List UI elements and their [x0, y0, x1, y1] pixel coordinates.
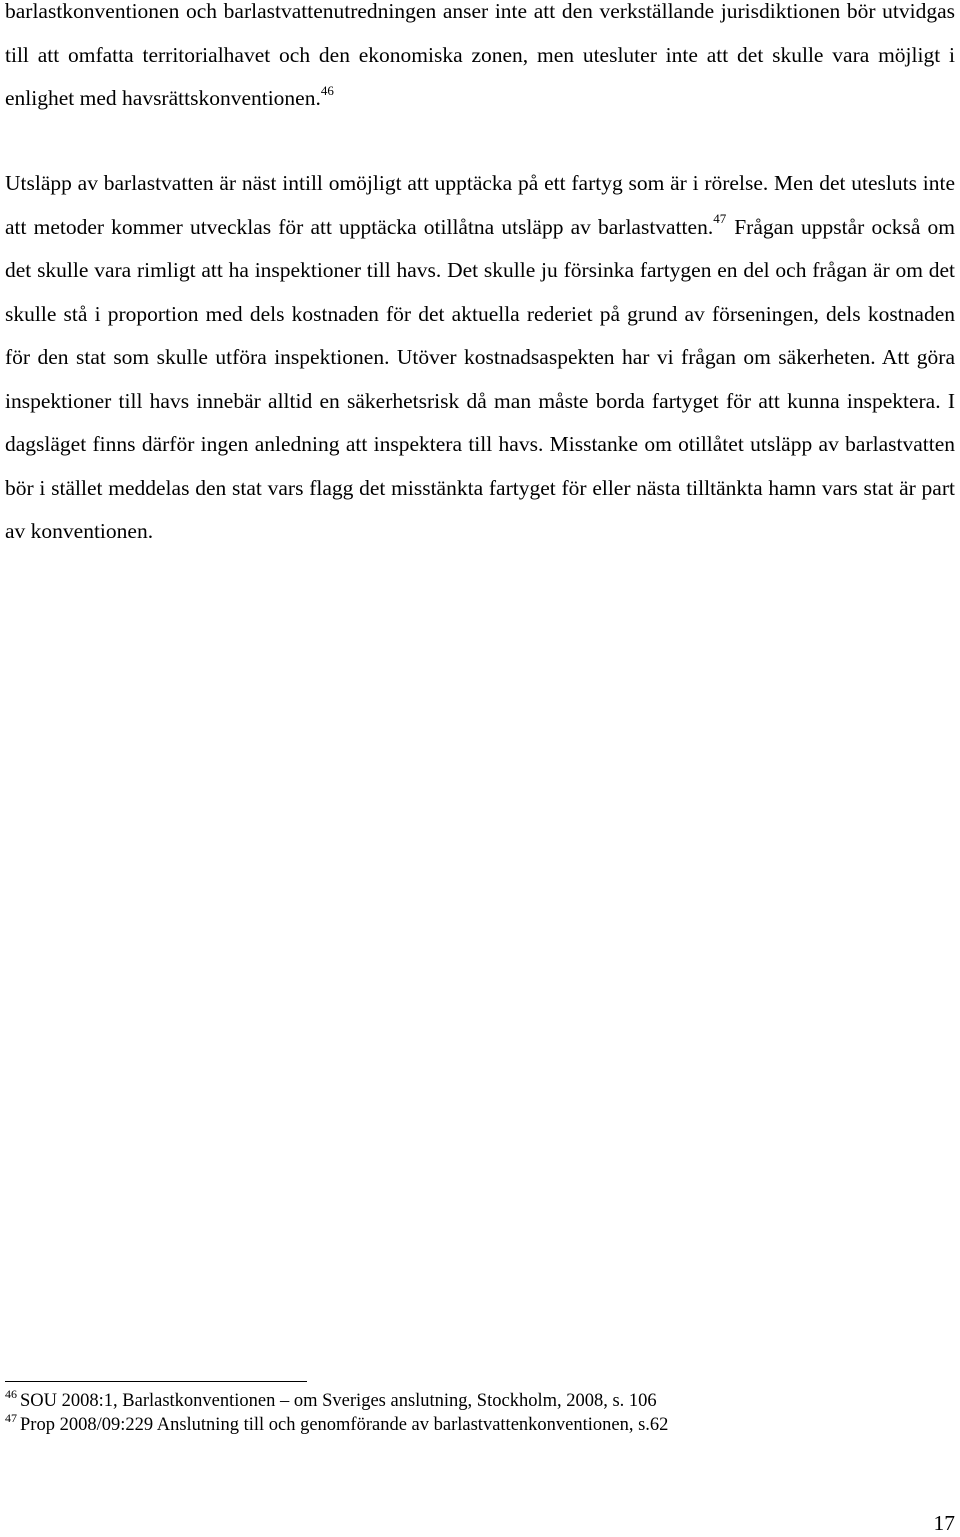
footnote-text: SOU 2008:1, Barlastkonventionen – om Sveriges anslutning, Stockholm, 2008, s. 106 — [20, 1391, 657, 1411]
footnote-47 — [5, 1413, 955, 1437]
footnotes — [5, 1389, 955, 1437]
paragraph-1-text: barlastkonventionen och barlastvattenutredningen anser inte att den verkställande jurisdiktionen bör utvidgas till att omfatta territorialhavet och den ekonomiska zonen, men utesluter inte att det skulle vara möjligt i enlighet med havsrättskonventionen. — [5, 0, 955, 110]
footnote-ref-47: 47 — [713, 211, 727, 227]
footnote-text: Prop 2008/09:229 Anslutning till och genomförande av barlastvattenkonventionen, s.62 — [20, 1415, 669, 1435]
footnote-46 — [5, 1389, 955, 1413]
paragraph-2-text-b: Frågan uppstår också om det skulle vara rimligt att ha inspektioner till havs. Det skulle ju försinka fartygen en del och frågan är om det skulle stå i proportion med dels kostnaden för det aktuella rederiet på grund av förseningen, dels kostnaden för den stat som skulle utföra inspektionen. Utöver kostnadsaspekten har vi frågan om säkerheten. Att göra inspektioner till havs innebär alltid en säkerhetsrisk då man måste borda fartyget för att kunna inspektera. I dagsläget finns därför ingen anledning att inspektera till havs. Misstanke om otillåtet utsläpp av barlastvatten bör i stället meddelas den stat vars flagg det misstänkta fartyget för eller nästa tilltänkta hamn vars stat är part av konventionen. — [5, 214, 955, 543]
footnote-ref-46: 46 — [320, 82, 334, 98]
footnote-number: 47 — [5, 1411, 17, 1426]
body-paragraph-1 — [5, 0, 955, 121]
footnote-separator — [5, 1381, 307, 1382]
footnote-number: 46 — [5, 1387, 17, 1402]
body-paragraph-2 — [5, 162, 955, 554]
page-number: 17 — [933, 1511, 955, 1535]
paragraph-2-text-a: Utsläpp av barlastvatten är näst intill omöjligt att upptäcka på ett fartyg som är i rörelse. Men det utesluts inte att metoder kommer utvecklas för att upptäcka otillåtna utsläpp av barlastvatten. — [5, 171, 955, 239]
